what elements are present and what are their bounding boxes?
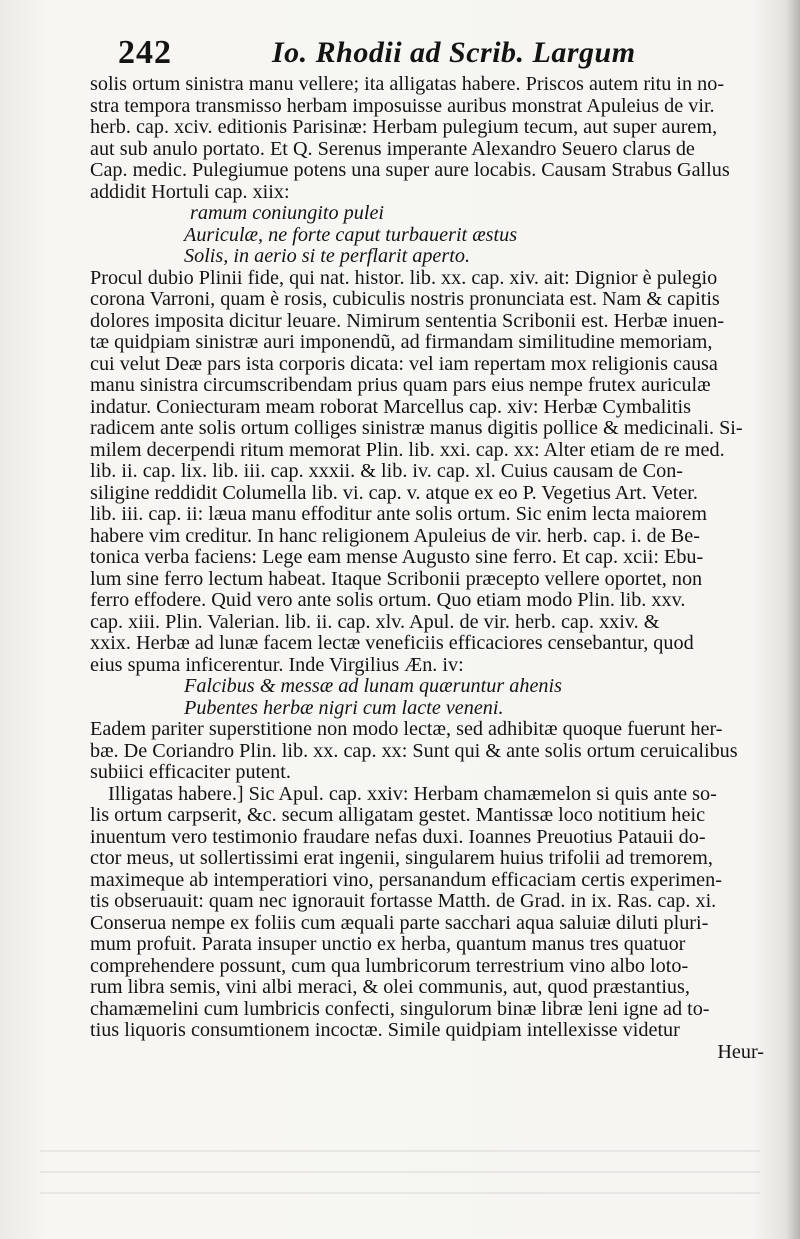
text-line: milem decerpendi ritum memorat Plin. lib. xxi. cap. xx: Alter etiam de re med.: [90, 439, 725, 461]
text-line: tonica verba faciens: Lege eam mense Augusto sine ferro. Et cap. xcii: Ebu-: [90, 547, 704, 568]
body-text: [90, 74, 774, 1063]
text-line: radicem ante solis ortum colliges sinistræ manus digitis pollice & medicinali. Si-: [90, 418, 743, 439]
text-line: cap. xiii. Plin. Valerian. lib. ii. cap. xlv. Apul. de vir. herb. cap. xxiv. &: [90, 611, 660, 633]
text-line: stra tempora transmisso herbam imposuisse auribus monstrat Apuleius de vir.: [90, 95, 715, 117]
text-line: ctor meus, ut sollertissimi erat ingenii, singularem huius trifolii ad tremorem,: [90, 848, 713, 869]
text-line: lib. ii. cap. lix. lib. iii. cap. xxxii. & lib. iv. cap. xl. Cuius causam de Con-: [90, 461, 684, 482]
text-line: mum profuit. Parata insuper unctio ex herba, quantum manus tres quatuor: [90, 934, 686, 955]
text-line: Eadem pariter superstitione non modo lectæ, sed adhibitæ quoque fuerunt her-: [90, 719, 723, 740]
text-line: herb. cap. xciv. editionis Parisinæ: Herbam pulegium tecum, aut super aurem,: [90, 117, 718, 138]
text-line: maximeque ab intemperatiori vino, persanandum efficaciam certis experimen-: [90, 869, 722, 891]
text-line: subiici efficaciter putent.: [90, 762, 291, 783]
text-line: rum libra semis, vini albi meraci, & olei communis, aut, quod præstantius,: [90, 977, 690, 998]
text-line: lum sine ferro lectum habeat. Itaque Scribonii præcepto vellere oportet, non: [90, 568, 703, 590]
text-line: Illigatas habere.] Sic Apul. cap. xxiv: Herbam chamæmelon si quis ante so-: [108, 783, 717, 805]
text-line: tis obseruauit: quam nec ignorauit fortasse Matth. de Grad. in ix. Ras. cap. xi.: [90, 891, 717, 912]
text-line: indatur. Coniecturam meam roborat Marcellus cap. xiv: Herbæ Cymbalitis: [90, 396, 691, 418]
text-line: ramum coniungito pulei: [190, 203, 385, 224]
text-line: Solis, in aerio si te perflarit aperto.: [184, 246, 470, 267]
catchword: Heur-: [717, 1041, 764, 1063]
text-line: manu sinistra circumscribendam prius quam pars eius nempe frutex auriculæ: [90, 375, 711, 396]
text-line: dolores imposita dicitur leuare. Nimirum sententia Scribonii est. Herbæ inuen-: [90, 310, 725, 332]
text-line: Procul dubio Plinii fide, qui nat. histor. lib. xx. cap. xiv. ait: Dignior è pulegio: [90, 267, 718, 289]
text-line: eius spuma inficerentur. Inde Virgilius Æn. iv:: [90, 654, 464, 676]
text-line: Cap. medic. Pulegiumue potens una super aure locabis. Causam Strabus Gallus: [90, 160, 730, 181]
text-line: tæ quidpiam sinistræ auri imponendũ, ad firmandam similitudine memoriam,: [90, 332, 713, 353]
page-number: 242: [118, 34, 172, 71]
text-line: corona Varroni, quam è rosis, cubiculis nostris pronunciata est. Nam & capitis: [90, 289, 720, 310]
text-line: siligine reddidit Columella lib. vi. cap. v. atque ex eo P. Vegetius Art. Veter.: [90, 482, 698, 504]
text-line: Conserua nempe ex foliis cum æquali parte sacchari aqua saluiæ diluti pluri-: [90, 912, 709, 934]
text-line: Falcibus & messæ ad lunam quæruntur ahenis: [184, 676, 562, 697]
text-line: comprehendere possunt, cum qua lumbricorum terrestrium vino albo loto-: [90, 955, 689, 977]
text-line: lis ortum carpserit, &c. secum alligatam gestet. Mantissæ loco notitium heic: [90, 805, 706, 826]
page-edge-shadow: [786, 0, 800, 1239]
text-line: aut sub anulo portato. Et Q. Serenus imperante Alexandro Seuero clarus de: [90, 138, 695, 160]
running-head: Io. Rhodii ad Scrib. Largum: [272, 36, 636, 69]
text-line: inuentum vero testimonio fraudare nefas duxi. Ioannes Preuotius Patauii do-: [90, 826, 706, 848]
text-line: bæ. De Coriandro Plin. lib. xx. cap. xx: Sunt qui & ante solis ortum ceruicalibus: [90, 740, 738, 762]
text-line: chamæmelini cum lumbricis confecti, singulorum binæ libræ leni igne ad to-: [90, 998, 710, 1020]
text-line: ferro effodere. Quid vero ante solis ortum. Quo etiam modo Plin. lib. xxv.: [90, 590, 686, 611]
text-line: lib. iii. cap. ii: læua manu effoditur ante solis ortum. Sic enim lecta maiorem: [90, 504, 707, 525]
text-line: cui velut Deæ pars ista corporis dicata: vel iam repertam mox religionis causa: [90, 353, 718, 375]
text-line: habere vim creditur. In hanc religionem Apuleius de vir. herb. cap. i. de Be-: [90, 525, 700, 547]
text-line: solis ortum sinistra manu vellere; ita alligatas habere. Priscos autem ritu in no-: [90, 74, 725, 95]
page-header: [112, 34, 772, 76]
text-line: Pubentes herbæ nigri cum lacte veneni.: [184, 697, 504, 719]
show-through-bleed: [40, 1150, 760, 1210]
text-line: tius liquoris consumtionem incoctæ. Simile quidpiam intellexisse videtur: [90, 1020, 680, 1041]
text-line: addidit Hortuli cap. xiix:: [90, 181, 290, 203]
text-line: xxix. Herbæ ad lunæ facem lectæ veneficiis efficaciores censebantur, quod: [90, 633, 694, 654]
text-line: Auriculæ, ne forte caput turbauerit æstus: [184, 224, 518, 246]
